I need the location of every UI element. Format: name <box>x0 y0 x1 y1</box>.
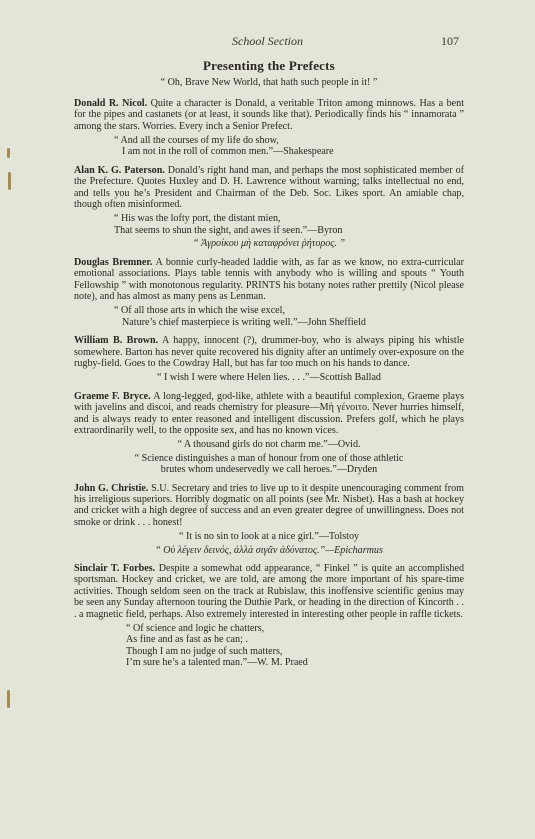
entry-paragraph <box>74 391 464 437</box>
verse-quote: “ A thousand girls do not charm me.”—Ovid. <box>177 439 361 451</box>
prefect-bio: Despite a somewhat odd appearance, “ Finkel ” is quite an accomplished sportsman. Hockey and cricket, we are told, are among the more important of his spare-time activities. Though seldom seen on the track at Rubislaw, this inoffensive scientific genius may be seen any Sunday afternoon touring the Duthie Park, or heading in the direction of Kincorth . . . a magnetic field, perhaps. Also extremely interested in interesting other people in raffle tickets. <box>74 563 464 620</box>
epigraph: “ Oh, Brave New World, that hath such people in it! ” <box>160 77 378 89</box>
prefect-entry <box>74 98 464 158</box>
quote-line: Nature’s chief masterpiece is writing well.”—John Sheffield <box>122 316 366 328</box>
prefect-entry <box>74 391 464 476</box>
prefect-entry <box>74 483 464 556</box>
quote-line: brutes whom undeservedly we call heroes.”—Dryden <box>160 464 378 476</box>
entry-paragraph <box>74 257 464 303</box>
quote-block <box>74 135 464 158</box>
quote-line: “ And all the courses of my life do show, <box>114 135 279 147</box>
quote-line: As fine and as fast as he can; . <box>126 634 248 646</box>
verse-quote <box>74 453 464 476</box>
quote-line: That seems to shun the sight, and awes if seen.”—Byron <box>114 224 343 236</box>
quote-block <box>74 372 464 383</box>
quote-line: “ His was the lofty port, the distant mien, <box>114 213 281 225</box>
quote-block <box>74 439 464 475</box>
quote-line: I am not in the roll of common men.”—Shakespeare <box>122 146 334 158</box>
running-header <box>0 34 535 52</box>
verse-quote: “ It is no sin to look at a nice girl.”—Tolstoy <box>178 531 360 543</box>
prefect-name: John G. Christie. <box>74 482 149 494</box>
article <box>74 60 464 676</box>
greek-quote: “ Ἀγροίκου μὴ καταφρόνει ῥήτορος. ” <box>192 238 346 250</box>
greek-quote: “ Οὐ λέγειν δεινός, ἀλλὰ σιγᾶν ἀδύνατος.”—Epicharmus <box>155 544 383 556</box>
verse-quote: “ I wish I were where Helen lies. . . .”—Scottish Ballad <box>157 372 381 384</box>
running-title: School Section <box>232 34 303 48</box>
quote-block <box>74 531 464 556</box>
quote-line: “ Of all those arts in which the wise excel, <box>114 305 285 317</box>
prefect-bio: Quite a character is Donald, a veritable Triton among minnows. Has a bent for the pipes and castanets (or at least, it sounds like that). Periodically finds his “ innamorata ” among the stars. Worries. Every inch a Senior Prefect. <box>74 97 464 132</box>
binding-mark <box>7 690 10 708</box>
quote-block <box>74 623 464 669</box>
entry-paragraph <box>74 98 464 132</box>
binding-mark <box>7 148 10 158</box>
prefect-bio: Donald’s right hand man, and perhaps the most sophisticated member of the Prefecture. Quotes Huxley and D. H. Lawrence without warning; talks intellectual no end, and tells you he’s President and Chairman of the Deb. Soc. Likes sport. An amiable chap, though often misinformed. <box>74 164 464 211</box>
prefect-entry <box>74 335 464 384</box>
prefect-bio: S.U. Secretary and tries to live up to it despite unencouraging comment from his irreligious superiors. Horribly dogmatic on all points (see Mr. Nisbet). Has a bash at hockey and cricket with a high degree of success and an even greater degree of unwillingness. Does not smoke or drink . . . honest! <box>74 482 465 528</box>
prefect-bio: A long-legged, god-like, athlete with a beautiful complexion, Graeme plays with javelins and discoi, and reads chemistry for pleasure—Μὴ γένοιτο. Never hurries himself, and is always ready to enter reasoned and intelligent discussion. Prefers golf, which he plays extraordinarily well, to the opposite sex, and has no known vices. <box>74 390 464 436</box>
verse-quote <box>74 623 464 669</box>
quote-line: “ Science distinguishes a man of honour from one of those athletic <box>134 452 404 464</box>
entry-paragraph <box>74 165 464 211</box>
prefect-name: Donald R. Nicol. <box>74 97 148 109</box>
verse-quote <box>74 213 464 236</box>
page-number: 107 <box>441 34 459 48</box>
prefect-name: Sinclair T. Forbes. <box>74 563 156 575</box>
prefect-bio: A happy, innocent (?), drummer-boy, who is always piping his whistle somewhere. Barton has never quite recovered his dignity after an untimely over-exposure on the rugby-field. Goes to the Cowdray Hall, but has far too much on his hands to dance. <box>74 335 465 369</box>
prefect-entry <box>74 563 464 669</box>
prefect-bio: A bonnie curly-headed laddie with, as far as we know, no extra-curricular emotional associations. Plays table tennis with anybody who is willing and spouts “ Youth Fellowship ” with monotonous regularity. PRINTS his botany notes rather prettily (Nicol please note), and has almost as many pens as Lenman. <box>74 256 465 302</box>
verse-quote <box>74 135 464 158</box>
quote-line: Though I am no judge of such matters, <box>126 645 283 657</box>
prefect-entry <box>74 257 464 328</box>
verse-quote <box>74 305 464 328</box>
prefect-name: Douglas Bremner. <box>74 256 153 268</box>
quote-block <box>74 305 464 328</box>
prefect-name: Alan K. G. Paterson. <box>74 164 165 176</box>
prefect-name: Graeme F. Bryce. <box>74 390 151 402</box>
prefect-entry <box>74 165 464 250</box>
entry-paragraph <box>74 483 464 529</box>
entry-paragraph <box>74 563 464 620</box>
quote-block <box>74 213 464 249</box>
entry-paragraph <box>74 335 464 369</box>
prefect-name: William B. Brown. <box>74 335 159 347</box>
binding-mark <box>8 172 11 190</box>
quote-line: “ Of science and logic he chatters, <box>126 623 265 635</box>
quote-line: I’m sure he’s a talented man.”—W. M. Praed <box>126 657 308 669</box>
page-title: Presenting the Prefects <box>203 58 335 73</box>
